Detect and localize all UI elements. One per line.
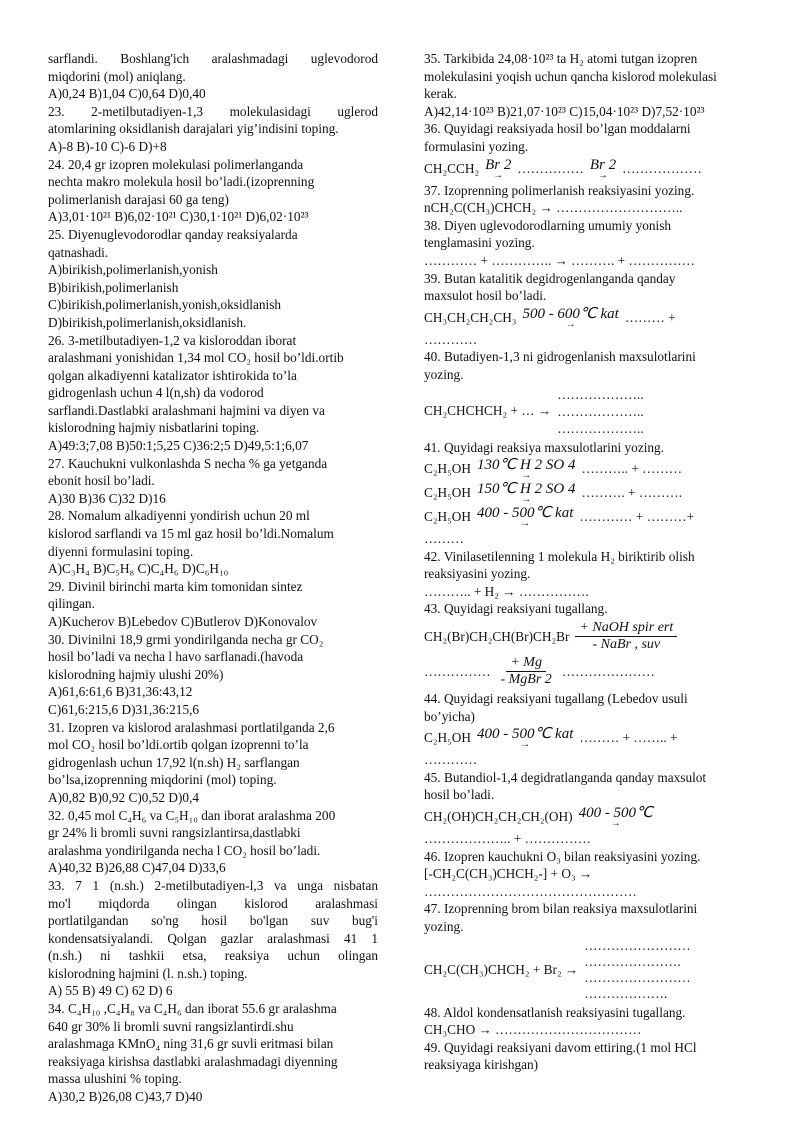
left-text-line: A)30 B)36 C)32 D)16 bbox=[48, 490, 166, 506]
q41-equation-1 bbox=[424, 458, 754, 480]
q47-product-2: …………………. bbox=[584, 953, 681, 969]
left-text-line: A)3,01·10²¹ B)6,02·10²¹ C)30,1·10²¹ D)6,02·10²³ bbox=[48, 209, 309, 225]
left-text-line: bo’lsa,izoprenning miqdorini (mol) toping. bbox=[48, 772, 277, 788]
q46-line-3: ………………………………………… bbox=[424, 883, 637, 899]
left-text-line: A)49:3;7,08 B)50:1;5,25 C)36:2;5 D)49,5:1;6,07 bbox=[48, 438, 309, 454]
left-text-line: ebonit hosil bo’ladi. bbox=[48, 473, 155, 489]
q44-products: ……… + …….. + bbox=[579, 730, 678, 746]
q41-equation-3 bbox=[424, 506, 754, 528]
left-text-line: kondensatsiyalandi. Qolgan gazlar aralashmasi 41 1 bbox=[48, 930, 378, 946]
left-text-line: 25. Diyenuglevodorodlar qanday reaksiyalarda bbox=[48, 226, 298, 242]
q41-tail: ……… bbox=[424, 531, 464, 547]
q47-product-1: …………………… bbox=[584, 937, 691, 953]
q41-condition-2: 150℃ H 2 SO 4 → bbox=[476, 481, 576, 506]
left-column bbox=[48, 50, 378, 1106]
q35-answers: A)42,14·10²³ B)21,07·10²³ C)15,04·10²³ D)7,52·10²³ bbox=[424, 103, 705, 119]
q41-products-3: ………… + ………+ bbox=[579, 509, 695, 525]
left-text-line: C)61,6:215,6 D)31,36:215,6 bbox=[48, 701, 200, 717]
q38-line-1: 38. Diyen uglevodorodlarning umumiy yonish bbox=[424, 217, 672, 233]
left-text-line: mol CO₂ hosil bo’ldi.ortib qolgan izoprenni to’la bbox=[48, 737, 309, 753]
q44-equation bbox=[424, 727, 754, 749]
q39-products: ……… + bbox=[624, 309, 676, 325]
q46-line-2: [-CH₂C(CH₃)CHCH₂-] + O₃ → bbox=[424, 866, 593, 882]
left-text-line: A)-8 B)-10 C)-6 D)+8 bbox=[48, 138, 167, 154]
q35-line-3: kerak. bbox=[424, 86, 457, 102]
q35-line-1: 35. Tarkibida 24,08·10²³ ta H₂ atomi tutgan izopren bbox=[424, 51, 698, 66]
q49-line-2: reaksiyaga kirishgan) bbox=[424, 1057, 539, 1073]
left-text-line: polimerlanish darajasi 60 ga teng) bbox=[48, 191, 229, 207]
q44-tail: ………… bbox=[424, 752, 478, 768]
left-text-line: A)61,6:61,6 B)31,36:43,12 bbox=[48, 684, 193, 700]
q47-product-4: ………………. bbox=[584, 985, 668, 1001]
q45-equation bbox=[424, 806, 754, 828]
q45-condition: 400 - 500℃ → bbox=[578, 805, 653, 830]
q36-line-2: formulasini yozing. bbox=[424, 138, 529, 154]
left-text-line: nechta makro molekula hosil bo’ladi.(izoprenning bbox=[48, 174, 315, 190]
q41-reactant-1: C₂H₅OH bbox=[424, 461, 471, 477]
q47-products bbox=[584, 938, 690, 1002]
left-text-line: 640 gr 30% li bromli suvni rangsizlantirdi.shu bbox=[48, 1018, 294, 1034]
left-text-line: 34. C₄H₁₀ ,C₄H₈ va C₄H₆ dan iborat 55.6 gr aralashma bbox=[48, 1001, 337, 1017]
left-text-line: B)birikish,polimerlanish bbox=[48, 279, 179, 295]
q39-tail: ………… bbox=[424, 331, 478, 347]
q47-product-3: …………………… bbox=[584, 969, 691, 985]
q41-line-1: 41. Quyidagi reaksiya maxsulotlarini yozing. bbox=[424, 439, 665, 455]
left-text-line: A)C₃H₄ B)C₅H₈ C)C₄H₆ D)C₆H₁₀ bbox=[48, 561, 229, 577]
q40-line-1: 40. Butadiyen-1,3 ni gidrogenlanish maxsulotlarini bbox=[424, 349, 696, 365]
q43-condition-1: $\frac{\text{+ NaOH spir ert}}{\text{- NaBr , suv}}$ bbox=[575, 620, 677, 653]
left-text-line: diyenni formulasini toping. bbox=[48, 543, 194, 559]
q39-line-1: 39. Butan katalitik degidrogenlanganda qanday bbox=[424, 270, 676, 286]
left-text-line: atomlarining oksidlanish darajalari yig’indisini toping. bbox=[48, 121, 339, 137]
q42-line-2: reaksiyasini yozing. bbox=[424, 566, 531, 582]
left-text-line: kislorodning hajmiy ulushi 20%) bbox=[48, 666, 224, 682]
left-text-line: D)birikish,polimerlanish,oksidlanish. bbox=[48, 314, 247, 330]
q43-equation-2 bbox=[424, 655, 754, 688]
left-text-line: gr 24% li bromli suvni rangsizlantirsa,dastlabki bbox=[48, 825, 301, 841]
left-text-line: hosil bo’ladi va necha l havo sarflanadi.(havoda bbox=[48, 649, 304, 665]
q40-product-1: ……………….. bbox=[557, 386, 644, 402]
q37-line-2: nCH₂C(CH₃)CHCH₂ → ……………………….. bbox=[424, 200, 683, 216]
right-column bbox=[424, 50, 754, 1074]
q40-product-3: ……………….. bbox=[557, 420, 644, 436]
q41-condition-3: 400 - 500℃ kat → bbox=[476, 505, 574, 530]
left-text-line: sarflandi.Dastlabki aralashmani hajmini va diyen va bbox=[48, 402, 325, 418]
q41-equation-2 bbox=[424, 482, 754, 504]
left-text-line: 24. 20,4 gr izopren molekulasi polimerlanganda bbox=[48, 156, 304, 172]
q41-reactant-2: C₂H₅OH bbox=[424, 485, 471, 501]
left-text-line: mo'l miqdorda olingan kislorod aralashmasi bbox=[48, 895, 378, 911]
q47-line-1: 47. Izoprenning brom bilan reaksiya maxsulotlarini bbox=[424, 901, 698, 917]
q39-equation bbox=[424, 307, 754, 329]
q44-line-1: 44. Quyidagi reaksiyani tugallang (Lebedov usuli bbox=[424, 691, 688, 707]
q41-reactant-3: C₂H₅OH bbox=[424, 509, 471, 525]
q45-reactant: CH₂(OH)CH₂CH₂CH₂(OH) bbox=[424, 809, 573, 825]
left-text-line: sarflandi. Boshlang'ich aralashmadagi uglevodorod bbox=[48, 51, 378, 66]
q45-line-2: hosil bo’ladi. bbox=[424, 787, 495, 803]
left-text-line: 27. Kauchukni vulkonlashda S necha % ga yetganda bbox=[48, 455, 328, 471]
q36-line-1: 36. Quyidagi reaksiyada hosil bo’lgan moddalarni bbox=[424, 121, 691, 137]
q48-line-1: 48. Aldol kondensatlanish reaksiyasini tugallang. bbox=[424, 1004, 686, 1020]
q47-equation bbox=[424, 938, 754, 1002]
q46-line-1: 46. Izopren kauchukni O₃ bilan reaksiyasini yozing. bbox=[424, 848, 701, 864]
q43-blank-1: …………… bbox=[424, 663, 491, 679]
q44-condition: 400 - 500℃ kat → bbox=[476, 726, 574, 751]
q40-products bbox=[557, 386, 643, 437]
left-text-line: kislorodning hajmini (l. n.sh.) toping. bbox=[48, 965, 248, 981]
q36-reactant: CH₂CCH₂ bbox=[424, 160, 480, 176]
q43-equation-1 bbox=[424, 620, 754, 653]
q41-condition-1: 130℃ H 2 SO 4 → bbox=[476, 457, 576, 482]
left-text-line: A) 55 B) 49 C) 62 D) 6 bbox=[48, 983, 173, 999]
left-text-line: miqdorini (mol) aniqlang. bbox=[48, 68, 186, 84]
q44-reactant: C₂H₅OH bbox=[424, 730, 471, 746]
left-text-line: C)birikish,polimerlanish,yonish,oksidlanish bbox=[48, 297, 282, 313]
left-text-line: portlatilgandan so'ng hosil bo'lgan suv bug'i bbox=[48, 913, 378, 929]
left-text-line: A)0,82 B)0,92 C)0,52 D)0,4 bbox=[48, 789, 200, 805]
left-text-line: 28. Nomalum alkadiyenni yondirish uchun 20 ml bbox=[48, 508, 310, 524]
q45-tail: ……………….. + …………… bbox=[424, 831, 592, 847]
left-text-line: 32. 0,45 mol C₄H₆ va C₅H₁₀ dan iborat aralashma 200 bbox=[48, 807, 336, 823]
q36-blank-1: …………… bbox=[517, 160, 584, 176]
q40-equation bbox=[424, 386, 754, 437]
q36-blank-2: ……………… bbox=[622, 160, 702, 176]
q43-blank-2: ………………… bbox=[561, 663, 655, 679]
left-text-line: gidrogenlash uchun 4 l(n,sh) da vodorod bbox=[48, 385, 264, 401]
q47-line-2: yozing. bbox=[424, 919, 464, 934]
q42-line-1: 42. Vinilasetilenning 1 molekula H₂ biriktirib olish bbox=[424, 548, 695, 564]
left-text-line: aralashma yondirilganda necha l CO₂ hosil bo’ladi. bbox=[48, 842, 321, 858]
q43-condition-2: $\frac{+ Mg}{\text{- MgBr 2}}$ bbox=[500, 655, 552, 688]
left-text-line: A)birikish,polimerlanish,yonish bbox=[48, 262, 218, 278]
q47-reactant: CH₂C(CH₃)CHCH₂ + Br₂ → bbox=[424, 961, 579, 977]
left-text-line: A)30,2 B)26,08 C)43,7 D)40 bbox=[48, 1089, 203, 1105]
q41-products-1: ……….. + ……… bbox=[581, 461, 683, 477]
left-text-line: aralashmaga KMnO₄ ning 31,6 gr suvli eritmasi bilan bbox=[48, 1036, 334, 1052]
q42-line-3: ……….. + H₂ → ……………. bbox=[424, 583, 589, 599]
q40-reactant: CH₂CHCHCH₂ + … → bbox=[424, 403, 552, 419]
left-text-line: 23. 2-metilbutadiyen-1,3 molekulasidagi uglerod bbox=[48, 103, 378, 119]
left-text-line: qolgan alkadiyenni katalizator ishtirokida to’la bbox=[48, 367, 297, 383]
left-text-line: 26. 3-metilbutadiyen-1,2 va kisloroddan iborat bbox=[48, 332, 297, 348]
left-text-line: kislorodning hajmiy nisbatlarini toping. bbox=[48, 420, 260, 436]
left-text-line: A)0,24 B)1,04 C)0,64 D)0,40 bbox=[48, 86, 206, 102]
q43-line-1: 43. Quyidagi reaksiyani tugallang. bbox=[424, 601, 608, 617]
q44-line-2: bo’yicha) bbox=[424, 708, 475, 724]
left-text-line: qatnashadi. bbox=[48, 244, 109, 260]
q45-line-1: 45. Butandiol-1,4 degidratlanganda qanday maxsulot bbox=[424, 769, 707, 785]
q37-line-1: 37. Izoprenning polimerlanish reaksiyasini yozing. bbox=[424, 182, 695, 198]
left-text-line: reaksiyaga kirishsa dastlabki aralashmadagi diyenning bbox=[48, 1053, 338, 1069]
left-text-line: kislorod sarflandi va 15 ml gaz hosil bo’ldi.Nomalum bbox=[48, 526, 334, 542]
q38-line-3: ………… + ………….. → ………. + …………… bbox=[424, 252, 695, 268]
q38-line-2: tenglamasini yozing. bbox=[424, 235, 535, 251]
left-text-line: (n.sh.) ni tashkii etsa, reaksiya uchun olingan bbox=[48, 948, 378, 964]
q39-reactant: CH₃CH₂CH₂CH₃ bbox=[424, 309, 517, 325]
q39-condition: 500 - 600℃ kat → bbox=[522, 305, 619, 330]
q36-equation bbox=[424, 158, 754, 180]
left-text-line: massa ulushini % toping. bbox=[48, 1071, 182, 1087]
left-text-line: A)Kucherov B)Lebedov C)Butlerov D)Konovalov bbox=[48, 614, 318, 629]
left-text-line: 30. Divinilni 18,9 grmi yondirilganda necha gr CO₂ bbox=[48, 631, 324, 647]
q36-condition-2: Br 2 → bbox=[589, 156, 617, 181]
q43-reactant: CH₂(Br)CH₂CH(Br)CH₂Br bbox=[424, 628, 570, 644]
left-text-line: aralashmani yonishidan 1,34 mol CO₂ hosil bo’ldi.ortib bbox=[48, 350, 344, 366]
q48-line-2: CH₃CHO → …………………………… bbox=[424, 1022, 642, 1038]
left-text-line: qilingan. bbox=[48, 596, 95, 612]
q41-products-2: ………. + ………. bbox=[581, 485, 683, 501]
q40-line-2: yozing. bbox=[424, 366, 464, 382]
left-text-line: 29. Divinil birinchi marta kim tomonidan sintez bbox=[48, 578, 303, 594]
left-text-line: gidrogenlash uchun 17,92 l(n.sh) H₂ sarflangan bbox=[48, 754, 300, 770]
q40-product-2: ……………….. bbox=[557, 403, 644, 419]
q39-line-2: maxsulot hosil bo’ladi. bbox=[424, 288, 547, 304]
left-text-line: 31. Izopren va kislorod aralashmasi portlatilganda 2,6 bbox=[48, 719, 335, 735]
left-text-line: 33. 7 1 (n.sh.) 2-metilbutadiyen-l,3 va unga nisbatan bbox=[48, 877, 378, 893]
q35-line-2: molekulasini yoqish uchun qancha kislorod molekulasi bbox=[424, 68, 717, 84]
q36-condition-1: Br 2 → bbox=[485, 156, 512, 181]
left-text-line: A)40,32 B)26,88 C)47,04 D)33,6 bbox=[48, 860, 226, 876]
q49-line-1: 49. Quyidagi reaksiyani davom ettiring.(1 mol HCl bbox=[424, 1039, 697, 1055]
